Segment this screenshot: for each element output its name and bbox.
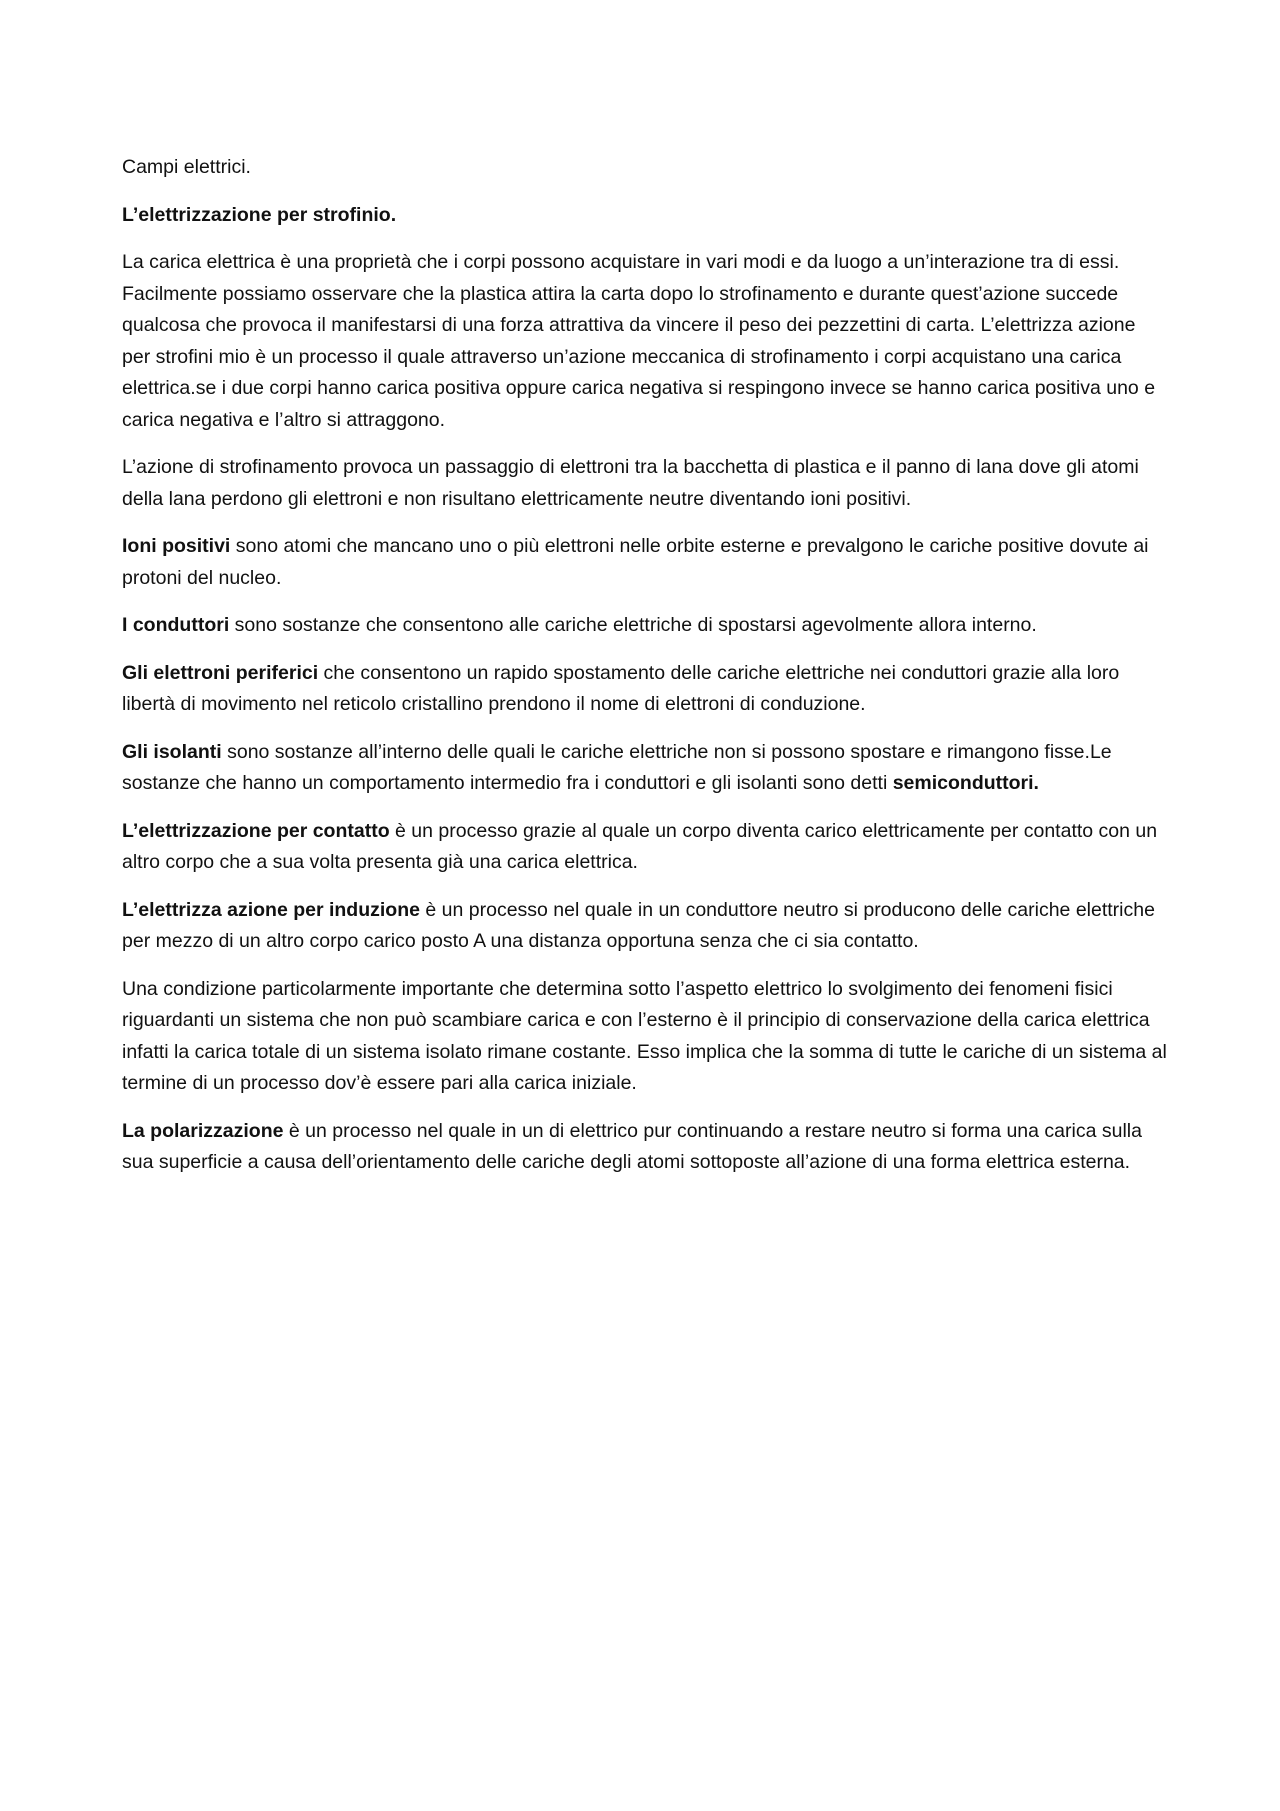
section-heading-text: L’elettrizzazione per strofinio. <box>122 203 397 226</box>
term-induction: L’elettrizza azione per induzione <box>122 898 420 921</box>
term-semiconductors: semiconduttori. <box>892 772 1039 794</box>
paragraph-charge: La carica elettrica è una proprietà che i corpi possono acquistare in vari modi e da luogo a un’interazione tra di essi. Facilmente possiamo osservare che la plastica attira la carta dopo lo strofinamento e durante quest’azione succede qualcosa che provoca il manifestarsi di una forza attrattiva da vincere il peso dei pezzettini di carta. L’elettrizza azione per strofini mio è un processo il quale attraverso un’azione meccanica di strofinamento i corpi acquistano una carica elettrica.se i due corpi hanno carica positiva oppure carica negativa si respingono invece se hanno carica positiva uno e carica negativa e l’altro si attraggono. <box>122 251 1156 431</box>
definition-contact: è un processo grazie al quale un corpo diventa carico elettricamente per contatto con un altro corpo che a sua volta presenta già una carica elettrica. <box>122 819 1158 873</box>
paragraph-rubbing: L’azione di strofinamento provoca un passaggio di elettroni tra la bacchetta di plastica e il panno di lana dove gli atomi della lana perdono gli elettroni e non risultano elettricamente neutre diventando ioni positivi. <box>122 456 1139 510</box>
paragraph-contact <box>122 816 1167 879</box>
term-peripheral-electrons: Gli elettroni periferici <box>122 661 319 684</box>
definition-conductors: sono sostanze che consentono alle cariche elettriche di spostarsi agevolmente allora interno. <box>229 614 1037 636</box>
definition-polarization: è un processo nel quale in un di elettrico pur continuando a restare neutro si forma una carica sulla sua superficie a causa dell’orientamento delle cariche degli atomi sottoposte all’azione di una forma elettrica esterna. <box>122 1119 1142 1173</box>
paragraph-induction <box>122 895 1167 958</box>
term-contact: L’elettrizzazione per contatto <box>122 819 390 842</box>
document-title: Campi elettrici. <box>122 156 251 178</box>
paragraph-conductors <box>122 610 1167 642</box>
paragraph-positive-ions <box>122 531 1167 594</box>
section-heading <box>122 200 1167 232</box>
term-conductors: I conduttori <box>122 614 230 636</box>
paragraph-polarization <box>122 1116 1167 1179</box>
paragraph-conservation: Una condizione particolarmente importante che determina sotto l’aspetto elettrico lo svolgimento dei fenomeni fisici riguardanti un sistema che non può scambiare carica e con l’esterno è il principio di conservazione della carica elettrica infatti la carica totale di un sistema isolato rimane costante. Esso implica che la somma di tutte le cariche di un sistema al termine di un processo dov’è essere pari alla carica iniziale. <box>122 977 1167 1094</box>
definition-insulators: sono sostanze all’interno delle quali le cariche elettriche non si possono spostare e rimangono fisse.Le sostanze che hanno un comportamento intermedio fra i conduttori e gli isolanti sono detti <box>122 740 1112 794</box>
definition-induction: è un processo nel quale in un conduttore neutro si producono delle cariche elettriche per mezzo di un altro corpo carico posto A una distanza opportuna senza che ci sia contatto. <box>122 898 1155 952</box>
term-insulators: Gli isolanti <box>122 740 222 763</box>
definition-positive-ions: sono atomi che mancano uno o più elettroni nelle orbite esterne e prevalgono le cariche positive dovute ai protoni del nucleo. <box>122 535 1149 589</box>
term-positive-ions: Ioni positivi <box>122 535 231 557</box>
paragraph-peripheral-electrons <box>122 658 1167 721</box>
definition-peripheral-electrons: che consentono un rapido spostamento delle cariche elettriche nei conduttori grazie alla loro libertà di movimento nel reticolo cristallino prendono il nome di elettroni di conduzione. <box>122 661 1120 715</box>
term-polarization: La polarizzazione <box>122 1119 284 1142</box>
document-body <box>122 152 1167 1195</box>
paragraph-insulators <box>122 737 1167 800</box>
